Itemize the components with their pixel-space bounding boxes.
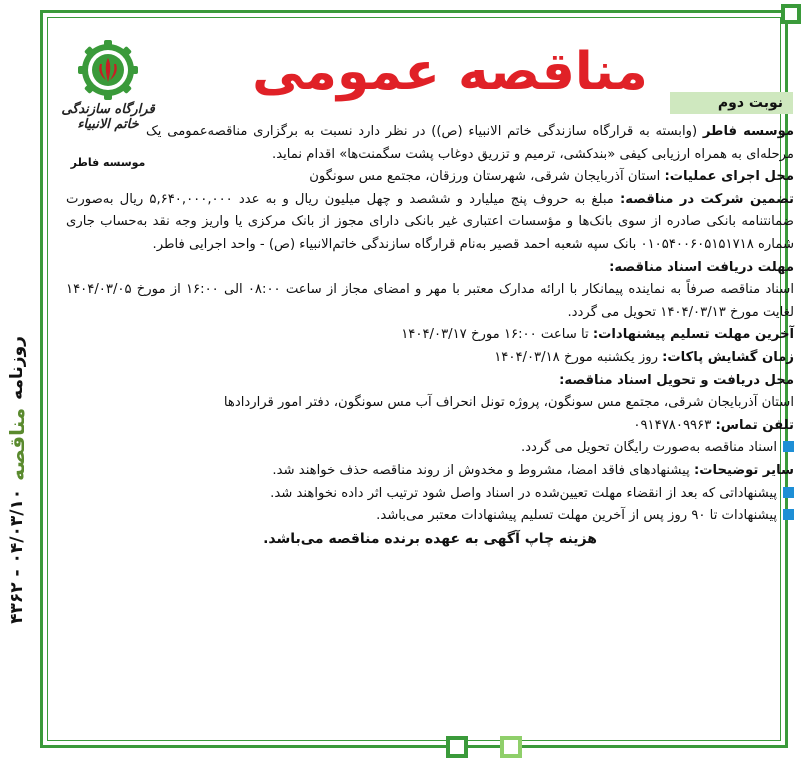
bullet-text-3: پیشنهادات تا ۹۰ روز پس از آخرین مهلت تسلیم پیشنهادات معتبر می‌باشد.: [376, 508, 777, 524]
bullet-item-late: [66, 483, 794, 506]
bullet-text-2: پیشنهاداتی که بعد از انقضاء مهلت تعیین‌شده در اسناد واصل شود ترتیب اثر داده نخواهند شد.: [270, 485, 777, 501]
org-name: موسسه فاطر: [70, 156, 146, 169]
square-bullet-icon: [783, 487, 794, 498]
square-bullet-icon: [783, 509, 794, 520]
phone-line: [66, 415, 794, 438]
opening-line: [66, 347, 794, 370]
location-value: استان آذربایجان شرقی، شهرستان ورزقان، مجتمع مس سونگون: [309, 169, 665, 185]
guarantee-paragraph: [66, 189, 794, 257]
submit-line: [66, 324, 794, 347]
bullet-text-1: اسناد مناقصه به‌صورت رایگان تحویل می گردد.: [520, 440, 777, 456]
docs-deadline-text: اسناد مناقصه صرفاً به نماینده پیمانکار با ارائه مدارک معتبر با مهر و امضای مجاز از ساعت ۰۸:۰۰ الی ۱۶:۰۰ از مورخ ۱۴۰۴/۰۳/۰۵ لغایت مورخ ۱۴۰۴/۰۳/۱۳ تحویل می گردد.: [66, 282, 794, 320]
round-badge: نوبت دوم: [670, 92, 793, 114]
submit-value: تا ساعت ۱۶:۰۰ مورخ ۱۴۰۴/۰۳/۱۷: [401, 327, 593, 343]
side-issue-label: [0, 330, 42, 630]
opening-label: زمان گشایش پاکات:: [662, 349, 794, 365]
other-label: سایر توضیحات:: [694, 462, 794, 478]
paper-name-brand: مناقصه: [5, 407, 29, 481]
other-value: پیشنهادهای فاقد امضا، مشروط و مخدوش از روند مناقصه حذف خواهند شد.: [272, 462, 694, 478]
bottom-ornament-light: [500, 736, 522, 758]
submit-label: آخرین مهلت تسلیم پیشنهادات:: [592, 327, 794, 343]
intro-org: موسسه فاطر: [702, 124, 794, 139]
bullet-item-validity: [66, 505, 794, 528]
bullet-item-free-docs: [66, 437, 794, 460]
square-bullet-icon: [783, 441, 794, 452]
page-title: مناقصه عمومی: [252, 42, 648, 102]
delivery-text: استان آذربایجان شرقی، مجتمع مس سونگون، پروژه تونل انحراف آب مس سونگون، دفتر امور قراردادها: [223, 395, 794, 411]
paper-name: روزنامه: [7, 336, 27, 400]
bottom-ornament-dark: [446, 736, 468, 758]
phone-value: ۰۹۱۴۷۸۰۹۹۶۳: [633, 417, 716, 433]
intro-paragraph: [66, 121, 794, 166]
issue-number: ۰۴/۰۳/۱۰ - ۴۳۶۲: [7, 488, 27, 624]
location-label: محل اجرای عملیات:: [664, 169, 794, 185]
logo-calligraphy: قرارگاه سازندگی خاتم الانبیاء: [61, 102, 155, 132]
docs-deadline-label: مهلت دریافت اسناد مناقصه:: [609, 259, 794, 275]
corner-ornament: [781, 4, 801, 24]
notice-body: [66, 121, 794, 550]
emblem-icon: [76, 38, 140, 102]
other-notes-line: [66, 460, 794, 483]
intro-text: (وابسته به قرارگاه سازندگی خاتم الانبیاء (ص)) در نظر دارد نسبت به برگزاری مناقصه‌عمومی یک مرحله‌ای به همراه ارزیابی کیفی «بندکشی، ترمیم و تزریق دوغاب پشت سگمنت‌ها» اقدام نماید.: [146, 124, 794, 162]
location-line: [66, 166, 794, 189]
opening-value: روز یکشنبه مورخ ۱۴۰۴/۰۳/۱۸: [494, 349, 663, 365]
delivery-label: محل دریافت و تحویل اسناد مناقصه:: [559, 372, 794, 388]
guarantee-label: تضمین شرکت در مناقصه:: [619, 191, 795, 207]
guarantee-value: مبلغ به حروف پنج میلیارد و ششصد و چهل میلیون ریال و به عدد ۵,۶۴۰,۰۰۰,۰۰۰ ریال به‌صورت ضمانتنامه بانکی صادره از سوی بانک‌ها و مؤسسات اعتباری غیر بانکی دارای مجوز از بانک مرکزی یا واریز وجه نقد به‌حساب جاری شماره ۰۱۰۵۴۰۰۶۰۵۱۵۱۷۱۸ بانک سپه شعبه احمد قصیر به‌نام قرارگاه سازندگی خاتم‌الانبیاء (ص) - واحد اجرایی فاطر.: [66, 191, 794, 252]
footer-note: هزینه چاپ آگهی به عهده برنده مناقصه می‌باشد.: [263, 530, 597, 547]
phone-label: تلفن تماس:: [715, 417, 794, 433]
